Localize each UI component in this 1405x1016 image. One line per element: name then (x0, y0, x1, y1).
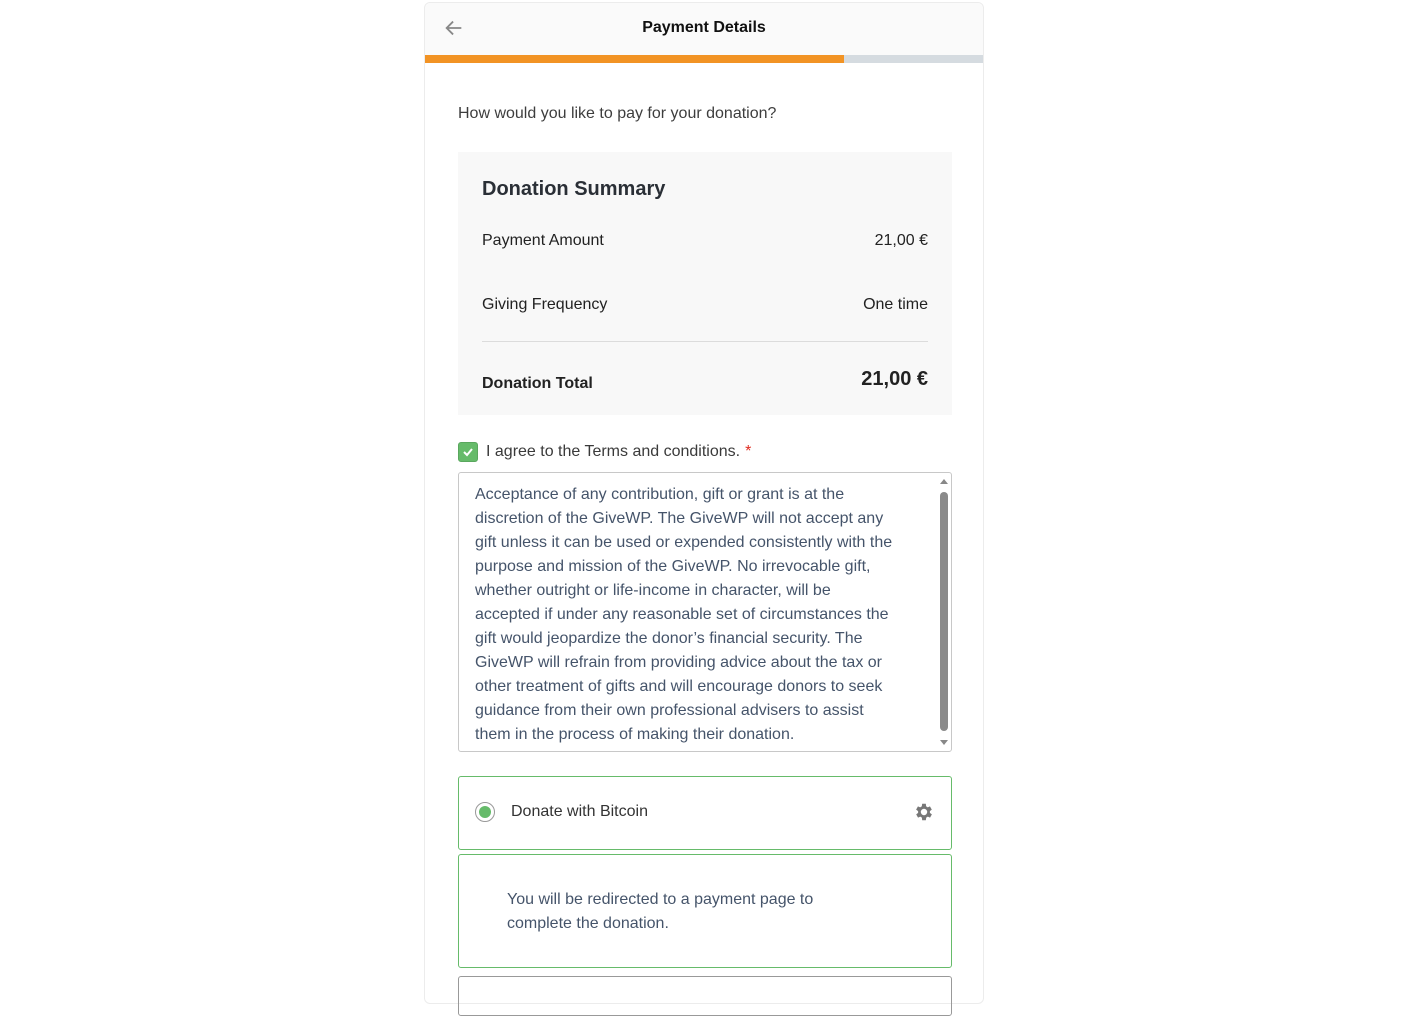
terms-line: other treatment of gifts and will encourage donors to seek (475, 678, 883, 695)
total-value: 21,00 € (861, 368, 928, 390)
scroll-thumb[interactable] (940, 492, 948, 731)
gateway-label: Donate with Bitcoin (511, 803, 648, 820)
terms-line: them in the process of making their donation. (475, 726, 795, 743)
summary-row-total (482, 368, 928, 391)
gateway-radio[interactable] (475, 802, 495, 822)
row-label: Giving Frequency (482, 296, 608, 313)
check-icon (462, 446, 474, 458)
header (425, 3, 983, 55)
terms-line: purpose and mission of the GiveWP. No irrevocable gift, (475, 558, 871, 575)
page-title: Payment Details (642, 19, 766, 36)
donation-summary (458, 152, 952, 415)
summary-title: Donation Summary (482, 178, 666, 200)
gateway-info-text (507, 888, 813, 936)
next-section (458, 976, 952, 1016)
terms-text (475, 483, 892, 747)
row-value: 21,00 € (874, 232, 928, 249)
row-value: One time (863, 296, 928, 313)
progress-bar (425, 55, 983, 63)
terms-line: accepted if under any reasonable set of circumstances the (475, 606, 889, 623)
payment-question: How would you like to pay for your donation? (458, 105, 777, 122)
terms-line: guidance from their own professional advisers to assist (475, 702, 864, 719)
required-mark: * (745, 443, 752, 460)
scroll-down-icon[interactable] (940, 740, 948, 745)
terms-agree (458, 442, 751, 462)
terms-line: gift unless it can be used or expended consistently with the (475, 534, 893, 551)
terms-line: whether outright or life-income in character, will be (475, 582, 831, 599)
info-line: You will be redirected to a payment page to (507, 891, 814, 908)
donation-form-card (424, 2, 984, 1004)
summary-row-amount (482, 232, 928, 250)
terms-label: I agree to the Terms and conditions. (486, 443, 741, 460)
summary-divider (482, 341, 928, 342)
terms-line: gift would jeopardize the donor’s financial security. The (475, 630, 863, 647)
scrollbar[interactable] (939, 477, 949, 747)
scroll-up-icon[interactable] (940, 479, 948, 484)
terms-line: Acceptance of any contribution, gift or grant is at the (475, 486, 845, 503)
row-label: Payment Amount (482, 232, 604, 249)
total-label: Donation Total (482, 375, 593, 392)
terms-line: discretion of the GiveWP. The GiveWP will not accept any (475, 510, 884, 527)
terms-line: GiveWP will refrain from providing advice about the tax or (475, 654, 882, 671)
terms-text-box[interactable] (458, 472, 952, 752)
progress-fill (425, 55, 844, 63)
gear-icon (913, 801, 935, 823)
summary-row-frequency (482, 296, 928, 314)
terms-checkbox[interactable] (458, 442, 478, 462)
gateway-option-bitcoin[interactable] (458, 776, 952, 850)
info-line: complete the donation. (507, 915, 669, 932)
gateway-info (458, 854, 952, 968)
